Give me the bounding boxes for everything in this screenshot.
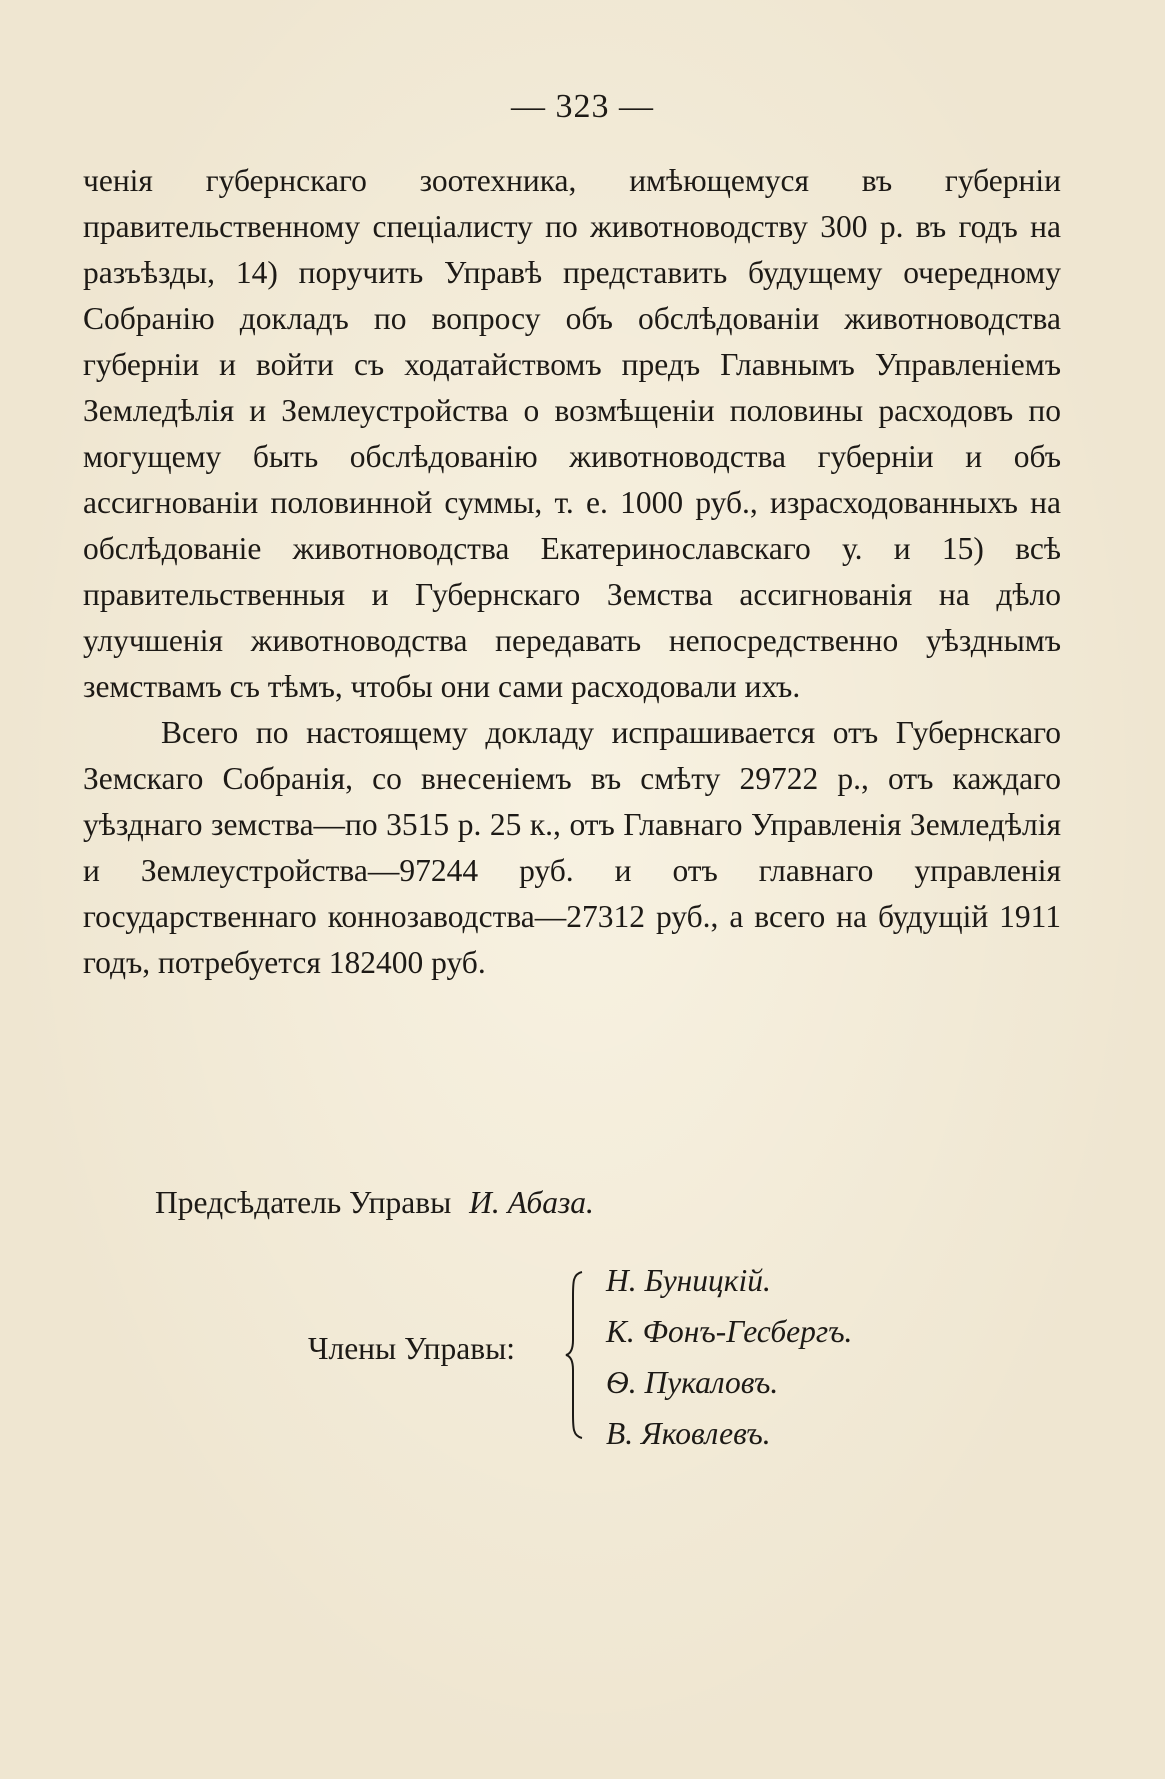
- chairman-signature: [155, 1180, 594, 1226]
- chairman-name: И. Абаза.: [469, 1185, 594, 1220]
- body-text: [83, 158, 1061, 986]
- member-name: Н. Буницкій.: [606, 1263, 771, 1298]
- curly-brace-icon: [564, 1270, 586, 1440]
- members-list: [606, 1255, 852, 1459]
- paragraph-1: ченія губернскаго зоотехника, имѣющемуся въ губерніи правительственному спеціалисту по животноводству 300 р. въ годъ на разъѣзды, 14) поручить Управѣ представить будущему очередному Собранію докладъ по вопросу объ обслѣдованіи животноводства губерніи и войти съ ходатайствомъ предъ Главнымъ Управленіемъ Земледѣлія и Землеустройства о возмѣщеніи половины расходовъ по могущему быть обслѣдованію животноводства губерніи и объ ассигнованіи половинной суммы, т. е. 1000 руб., израсходованныхъ на обслѣдованіе животноводства Екатеринославскаго у. и 15) всѣ правительственныя и Губернскаго Земства ассигнованія на дѣло улучшенія животноводства передавать непосредственно уѣзднымъ земствамъ съ тѣмъ, чтобы они сами расходовали ихъ.: [83, 163, 1061, 704]
- page-number: — 323 —: [511, 88, 654, 125]
- members-label: Члены Управы:: [308, 1331, 515, 1366]
- member-name: К. Фонъ-Гесбергъ.: [606, 1314, 853, 1349]
- member-name: Ѳ. Пукаловъ.: [606, 1365, 779, 1400]
- member-name: В. Яковлевъ.: [606, 1416, 771, 1451]
- chairman-label: Предсѣдатель Управы: [155, 1185, 452, 1220]
- paragraph-2: Всего по настоящему докладу испрашивается отъ Губернскаго Земскаго Собранія, со внесеніемъ въ смѣту 29722 р., отъ каждаго уѣзднаго земства—по 3515 р. 25 к., отъ Главнаго Управленія Земледѣлія и Землеустройства—97244 руб. и отъ главнаго управленія государственнаго коннозаводства—27312 руб., а всего на будущій 1911 годъ, потребуется 182400 руб.: [83, 715, 1061, 980]
